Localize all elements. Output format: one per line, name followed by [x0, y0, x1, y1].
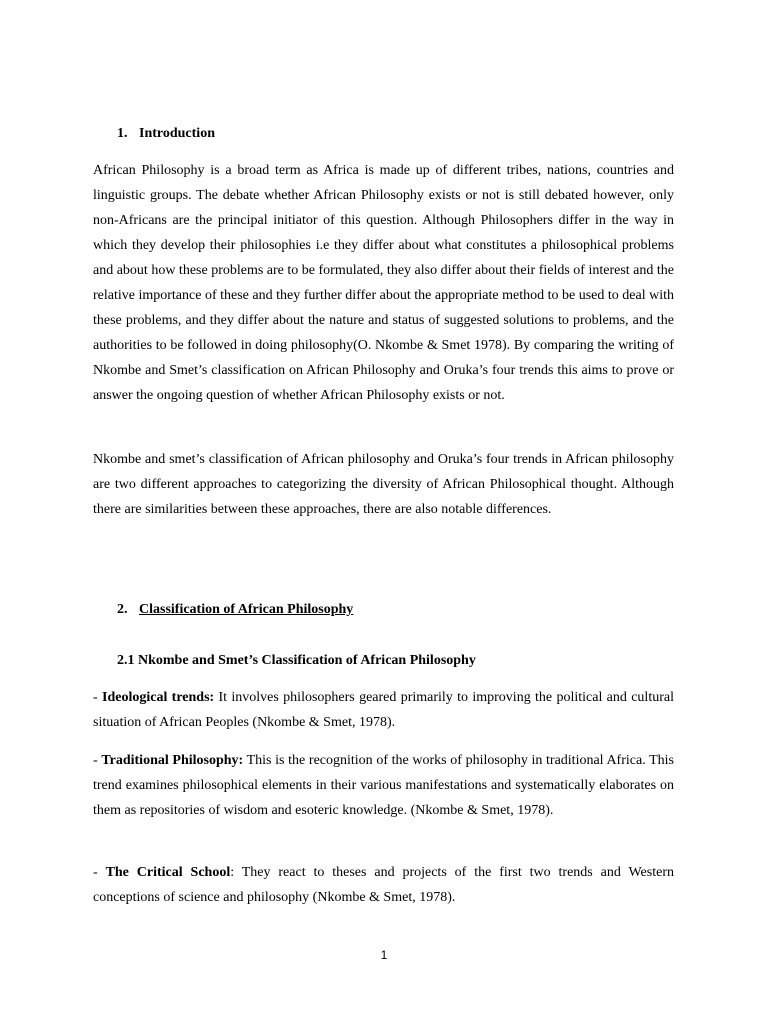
item-term: The Critical School — [105, 865, 231, 880]
section-1-heading — [117, 126, 215, 142]
list-item-traditional-philosophy — [93, 748, 674, 823]
intro-paragraph-2: Nkombe and smet’s classification of African philosophy and Oruka’s four trends in African philosophy are two different approaches to categorizing the diversity of African Philosophical thought. Although there are similarities between these approaches, there are also notable differences. — [93, 452, 674, 517]
item-text: This is the recognition of the works of philosophy in traditional Africa. This trend examines philosophical elements in their various manifestations and systematically elaborates on them as repositories of wisdom and esoteric knowledge. (Nkombe & Smet, 1978). — [93, 753, 674, 818]
intro-paragraph-1: African Philosophy is a broad term as Africa is made up of different tribes, nations, countries and linguistic groups. The debate whether African Philosophy exists or not is still debated however, only non-Africans are the principal initiator of this question. Although Philosophers differ in the way in which they develop their philosophies i.e they differ about what constitutes a philosophical problems and about how these problems are to be formulated, they also differ about their fields of interest and the relative importance of these and they further differ about the appropriate method to be used to deal with these problems, and they differ about the nature and status of suggested solutions to problems, and the authorities to be followed in doing philosophy(O. Nkombe & Smet 1978). By comparing the writing of Nkombe and Smet’s classification on African Philosophy and Oruka’s four trends this aims to prove or answer the ongoing question of whether African Philosophy exists or not. — [93, 163, 674, 403]
item-prefix: - — [93, 865, 106, 880]
item-term: Traditional Philosophy: — [101, 753, 244, 768]
item-term: Ideological trends: — [102, 690, 215, 705]
item-prefix: - — [93, 690, 102, 705]
item-prefix: - — [93, 753, 102, 768]
section-1-number: 1. — [117, 126, 128, 141]
page-number: 1 — [380, 948, 388, 962]
list-item-ideological-trends — [93, 685, 674, 735]
subsection-2-1-heading: 2.1 Nkombe and Smet’s Classification of African Philosophy — [117, 653, 476, 668]
section-2-number: 2. — [117, 602, 128, 617]
section-2-heading — [117, 602, 353, 618]
section-1-title: Introduction — [139, 126, 215, 141]
item-text: : They react to theses and projects of the first two trends and Western conceptions of science and philosophy (Nkombe & Smet, 1978). — [93, 865, 674, 905]
section-2-title: Classification of African Philosophy — [139, 602, 354, 617]
list-item-critical-school — [93, 860, 674, 910]
item-text: It involves philosophers geared primarily to improving the political and cultural situation of African Peoples (Nkombe & Smet, 1978). — [93, 690, 674, 730]
